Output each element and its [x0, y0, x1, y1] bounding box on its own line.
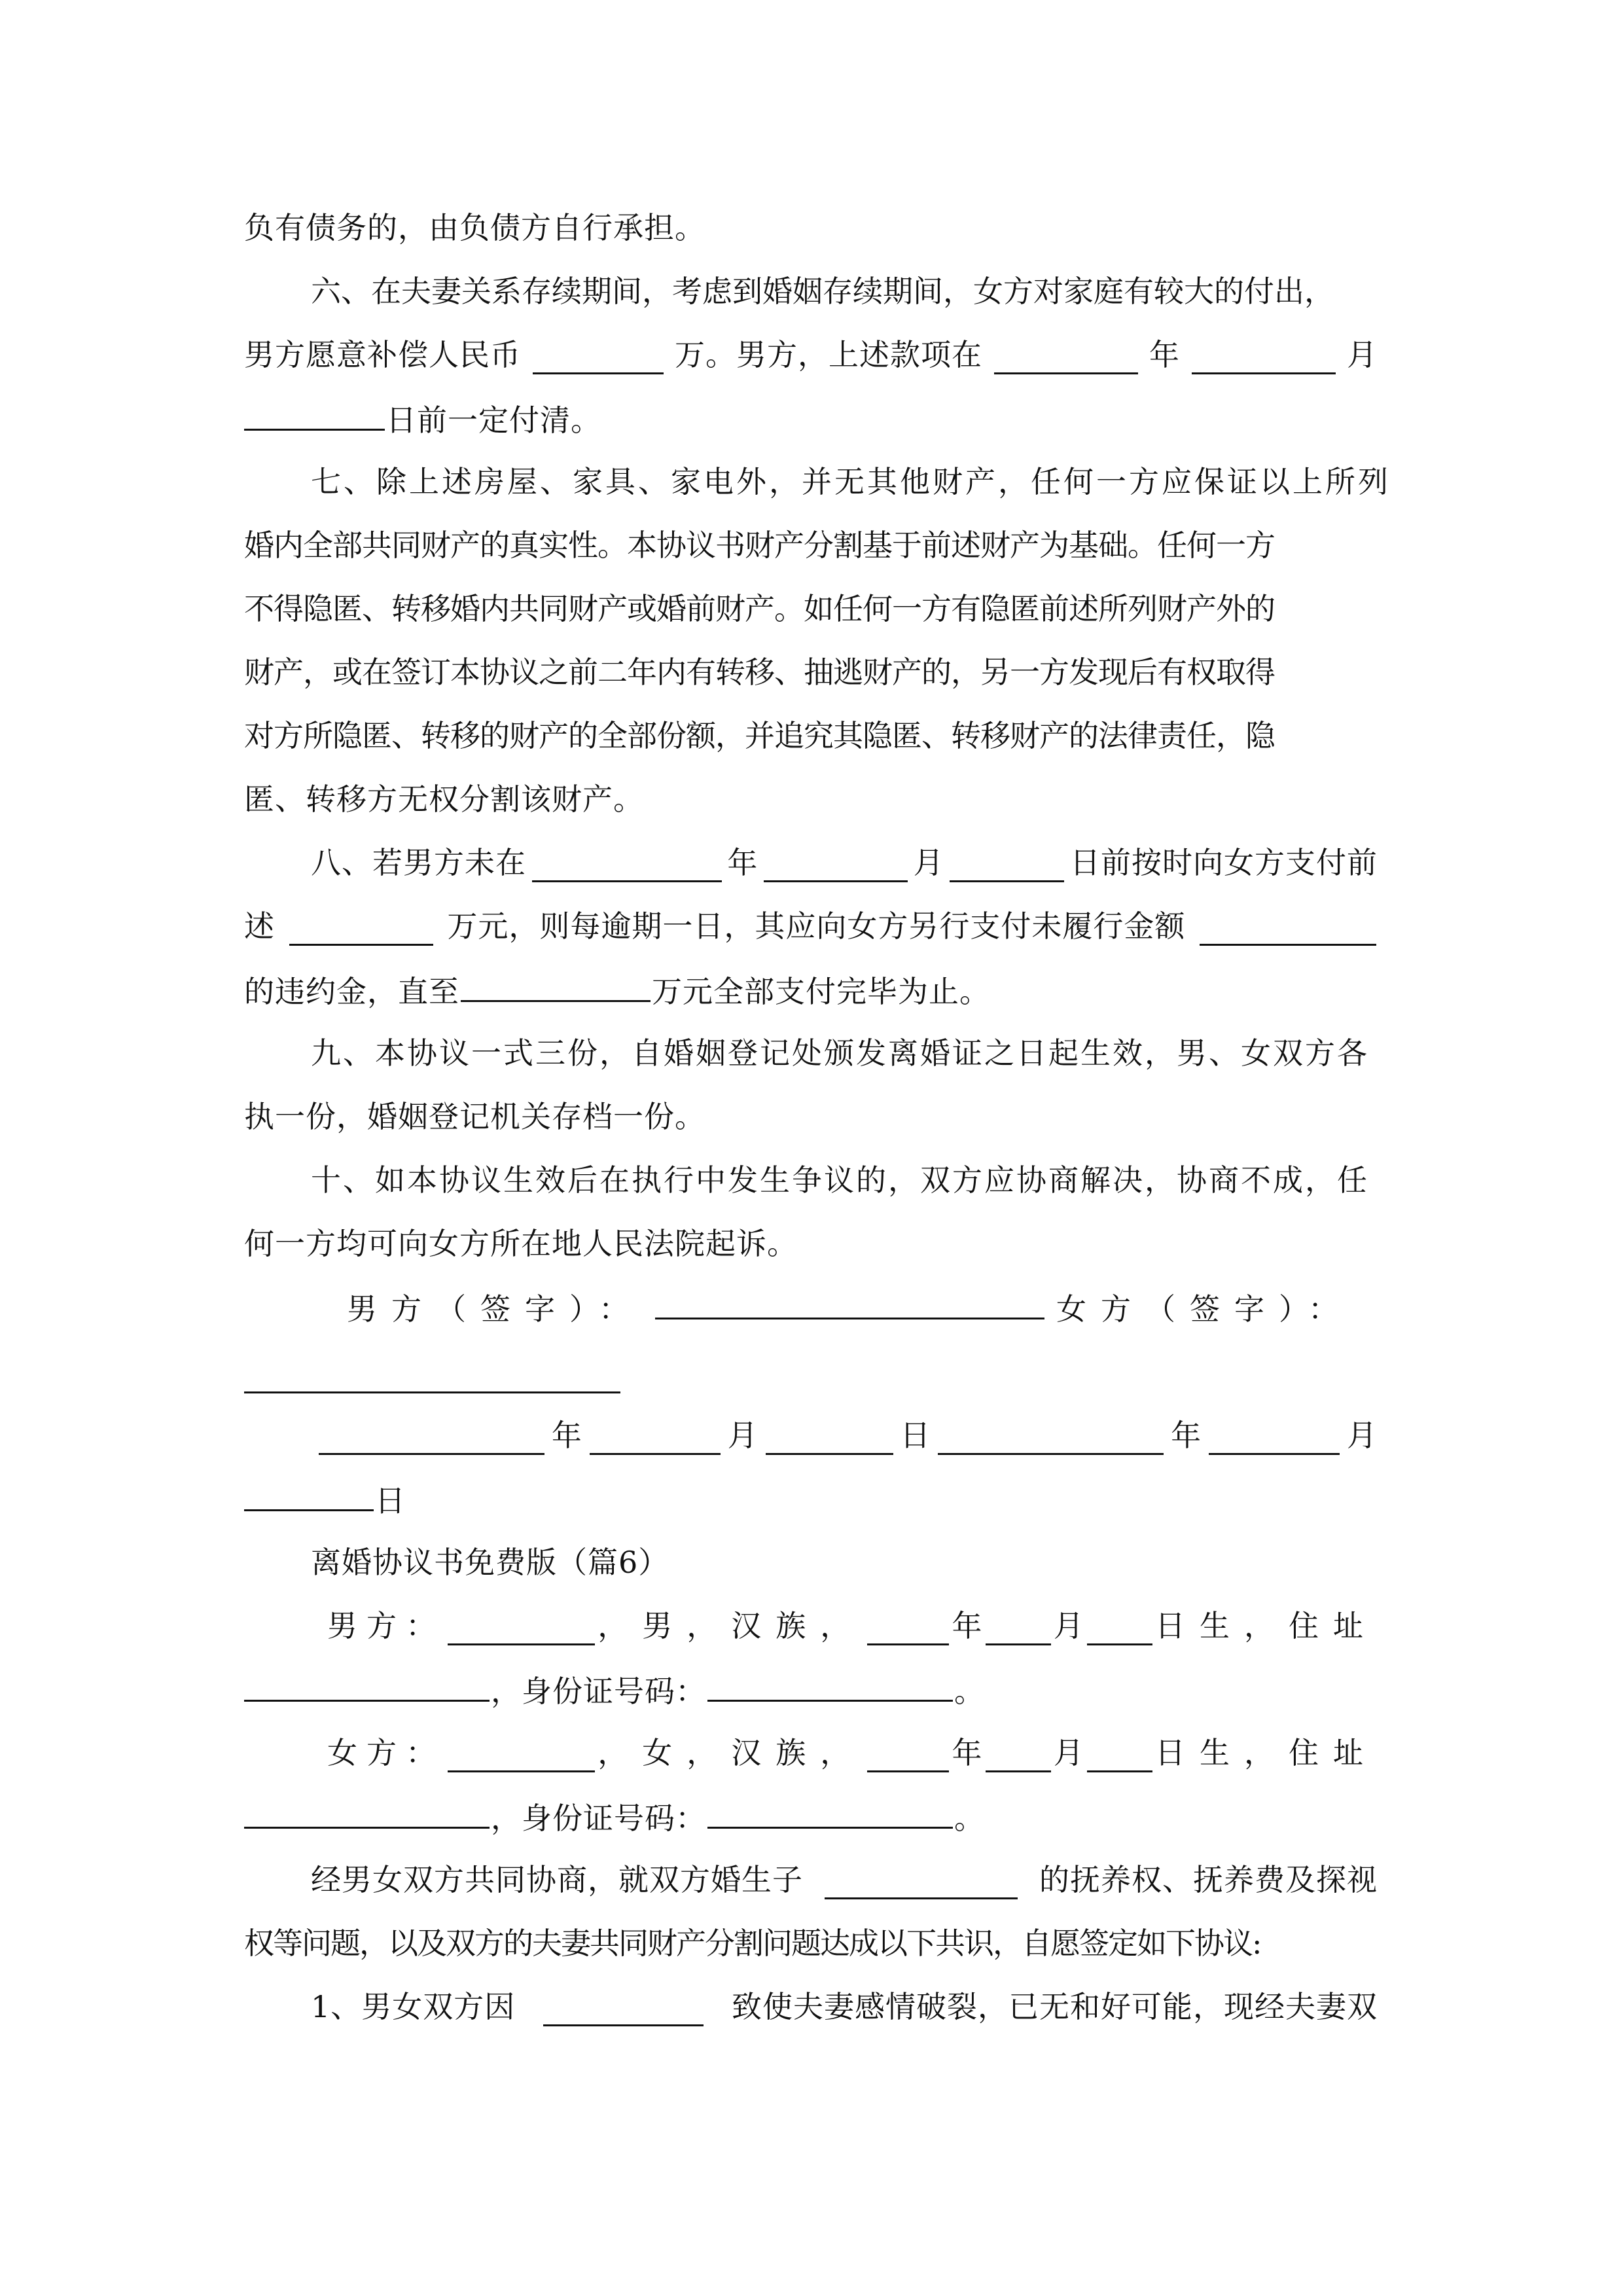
text-segment: 的抚养权、抚养费及探视	[1039, 1862, 1378, 1897]
clause-6-line-2	[244, 335, 1378, 374]
clause-7-line-2	[244, 526, 1378, 565]
child-name-blank[interactable]	[825, 1867, 1018, 1899]
text-segment: 月	[727, 1418, 758, 1453]
female-signature-label: 女方（签字）：	[1056, 1291, 1353, 1327]
text-segment: 万。男方，上述款项在	[675, 337, 982, 372]
text-segment: 的违约金，直至	[244, 974, 459, 1009]
clause-7-line-5	[244, 716, 1378, 755]
female-birth-day-blank[interactable]	[1087, 1740, 1152, 1772]
clause-10-line-1	[311, 1160, 1378, 1200]
male-day-blank[interactable]	[766, 1423, 893, 1455]
female-name-blank[interactable]	[448, 1740, 595, 1772]
clause-6-line-1	[311, 272, 1378, 311]
text-segment: 日生，住址	[1155, 1735, 1378, 1770]
consensus-line-2	[244, 1924, 1378, 1963]
text-segment: ，身份证号码：	[491, 1801, 706, 1836]
text-segment: 月	[1347, 337, 1378, 372]
female-signature-field[interactable]	[244, 1391, 620, 1393]
male-birth-year-blank[interactable]	[867, 1613, 949, 1645]
day-blank[interactable]	[950, 850, 1064, 882]
male-label: 男方：	[327, 1608, 445, 1643]
signature-line	[347, 1287, 1378, 1327]
text-segment: 年	[1149, 337, 1180, 372]
text-segment: 。	[954, 1801, 985, 1836]
text-segment: 八、若男方未在	[311, 845, 526, 880]
male-year-blank[interactable]	[319, 1423, 544, 1455]
clause-8-line-2	[244, 906, 1378, 946]
text-line: 执一份，婚姻登记机关存档一份。	[244, 1099, 705, 1134]
text-segment: 致使夫妻感情破裂，已无和好可能，现经夫妻双	[732, 1989, 1378, 2024]
female-gender-ethnicity: ，女，汉族，	[597, 1735, 865, 1770]
text-segment: 日	[900, 1418, 931, 1453]
text-segment: ，身份证号码：	[491, 1674, 706, 1709]
male-address-blank[interactable]	[244, 1670, 490, 1702]
total-amount-blank[interactable]	[461, 970, 651, 1002]
text-line: 对方所隐匿、转移的财产的全部份额，并追究其隐匿、转移财产的法律责任，隐	[244, 718, 1275, 753]
female-id-number-blank[interactable]	[707, 1797, 953, 1829]
male-birth-day-blank[interactable]	[1087, 1613, 1152, 1645]
male-name-blank[interactable]	[448, 1613, 595, 1645]
section-title	[311, 1543, 1444, 1582]
clause-8-line-1	[311, 843, 1378, 882]
clause-9-line-1	[311, 1033, 1378, 1073]
text-segment: 月	[913, 845, 944, 880]
month-blank[interactable]	[1192, 342, 1336, 374]
text-line: 匿、转移方无权分割该财产。	[244, 781, 644, 817]
female-month-blank[interactable]	[1209, 1423, 1340, 1455]
text-line: 不得隐匿、转移婚内共同财产或婚前财产。如任何一方有隐匿前述所列财产外的	[244, 591, 1275, 626]
clause-6-line-3	[244, 399, 1378, 438]
text-line: 何一方均可向女方所在地人民法院起诉。	[244, 1226, 798, 1261]
text-line: 七、除上述房屋、家具、家电外，并无其他财产，任何一方应保证以上所列	[311, 464, 1391, 499]
text-line: 六、在夫妻关系存续期间，考虑到婚姻存续期间，女方对家庭有较大的付出，	[311, 274, 1334, 309]
amount-blank[interactable]	[289, 914, 433, 946]
text-segment: 月	[1053, 1608, 1084, 1643]
amount-blank[interactable]	[533, 342, 664, 374]
male-id-number-blank[interactable]	[707, 1670, 953, 1702]
text-segment: 年	[952, 1735, 983, 1770]
text-segment: 男方愿意补偿人民币	[244, 337, 521, 372]
text-segment: 月	[1053, 1735, 1084, 1770]
male-gender-ethnicity: ，男，汉族，	[597, 1608, 865, 1643]
day-blank[interactable]	[244, 399, 385, 431]
female-party-line	[327, 1733, 1378, 1772]
year-blank[interactable]	[994, 342, 1138, 374]
female-label: 女方：	[327, 1735, 445, 1770]
text-segment: 。	[954, 1674, 985, 1709]
clause-8-line-3	[244, 970, 1378, 1009]
year-blank[interactable]	[532, 850, 722, 882]
text-segment: 日前一定付清。	[386, 403, 601, 438]
text-segment: 日生，住址	[1155, 1608, 1378, 1643]
month-blank[interactable]	[764, 850, 908, 882]
clause-7-line-4	[244, 653, 1378, 692]
clause-7-line-1	[311, 462, 1391, 501]
section-6-title: 离婚协议书免费版（篇6）	[311, 1545, 669, 1580]
text-line: 权等问题，以及双方的夫妻共同财产分割问题达成以下共识，自愿签定如下协议:	[244, 1926, 1261, 1961]
text-segment: 述	[244, 908, 275, 944]
text-line: 负有债务的，由负债方自行承担。	[244, 210, 705, 245]
clause-10-line-2	[244, 1224, 1378, 1263]
text-segment: 日	[375, 1483, 406, 1518]
consensus-line-1	[311, 1860, 1378, 1899]
male-month-blank[interactable]	[590, 1423, 721, 1455]
text-line: 十、如本协议生效后在执行中发生争议的，双方应协商解决，协商不成，任	[311, 1162, 1369, 1198]
penalty-amount-blank[interactable]	[1200, 914, 1376, 946]
clause-7-line-6	[244, 780, 1378, 819]
male-birth-month-blank[interactable]	[986, 1613, 1051, 1645]
text-segment: 日前按时向女方支付前	[1069, 845, 1378, 880]
reason-blank[interactable]	[543, 1994, 704, 2026]
text-line: 婚内全部共同财产的真实性。本协议书财产分割基于前述财产为基础。任何一方	[244, 528, 1275, 563]
text-segment: 年	[727, 845, 758, 880]
female-birth-month-blank[interactable]	[986, 1740, 1051, 1772]
item-1-line	[311, 1987, 1378, 2026]
female-address-blank[interactable]	[244, 1797, 490, 1829]
male-signature-field[interactable]	[655, 1287, 1044, 1319]
text-segment: 万元全部支付完毕为止。	[652, 974, 990, 1009]
text-segment: 万元，则每逾期一日，其应向女方另行支付未履行金额	[447, 908, 1186, 944]
female-birth-year-blank[interactable]	[867, 1740, 949, 1772]
text-segment: 月	[1346, 1418, 1378, 1453]
text-segment: 1、男女双方因	[311, 1989, 516, 2024]
male-party-line	[327, 1606, 1378, 1645]
female-day-blank[interactable]	[244, 1479, 374, 1511]
text-segment: 年	[1171, 1418, 1202, 1453]
female-year-blank[interactable]	[938, 1423, 1164, 1455]
paragraph-5-tail	[244, 208, 1378, 247]
signature-date-line	[317, 1416, 1378, 1455]
female-id-line	[244, 1797, 1378, 1836]
clause-7-line-3	[244, 589, 1378, 628]
text-segment: 经男女双方共同协商，就双方婚生子	[311, 1862, 803, 1897]
male-signature-label: 男方（签字）：	[347, 1291, 643, 1327]
male-id-line	[244, 1670, 1378, 1709]
clause-9-line-2	[244, 1097, 1378, 1136]
text-line: 九、本协议一式三份，自婚姻登记处颁发离婚证之日起生效，男、女双方各	[311, 1035, 1369, 1071]
text-segment: 年	[551, 1418, 582, 1453]
text-segment: 年	[952, 1608, 983, 1643]
text-line: 财产，或在签订本协议之前二年内有转移、抽逃财产的，另一方发现后有权取得	[244, 655, 1275, 690]
signature-date-line-2	[244, 1479, 1378, 1518]
